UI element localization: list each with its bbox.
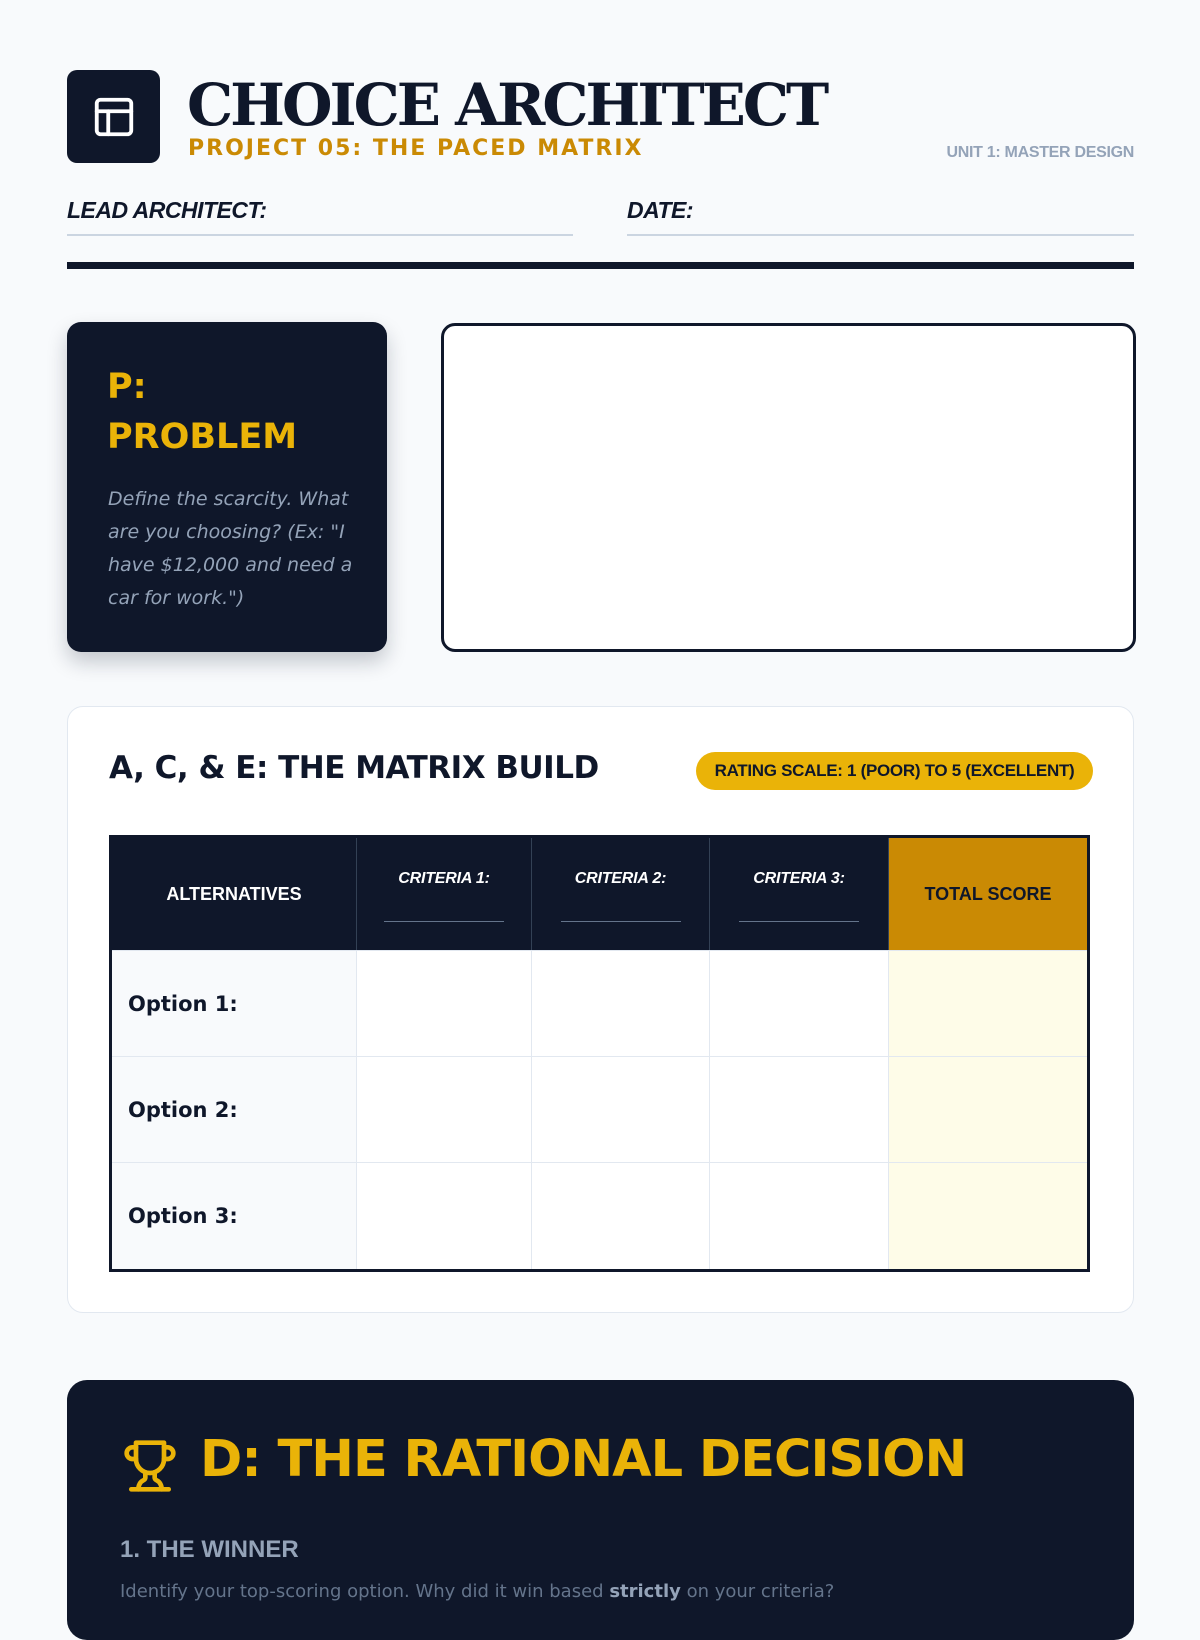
decision-matrix-table [109, 835, 1090, 1272]
criteria-2-input-line[interactable] [561, 921, 681, 922]
trophy-icon [122, 1438, 178, 1494]
winner-prompt-emphasis: strictly [609, 1581, 681, 1602]
lead-architect-label: LEAD ARCHITECT: [67, 197, 267, 223]
criteria-1-label: CRITERIA 1: [398, 870, 490, 887]
option-3-total-cell[interactable] [889, 1162, 1087, 1269]
option-3-label: Option 3: [112, 1162, 357, 1269]
date-field[interactable] [627, 190, 1134, 236]
header-divider [67, 262, 1134, 269]
header-criteria-1 [357, 838, 532, 950]
problem-title: P: PROBLEM [107, 367, 298, 457]
lead-architect-field[interactable] [67, 190, 573, 236]
matrix-title: A, C, & E: THE MATRIX BUILD [109, 750, 599, 786]
page-title: CHOICE ARCHITECT [187, 71, 827, 139]
problem-answer-box[interactable] [441, 323, 1136, 652]
logo [67, 70, 160, 163]
criteria-1-input-line[interactable] [384, 921, 504, 922]
option-1-label: Option 1: [112, 950, 357, 1056]
option-1-total-cell[interactable] [889, 950, 1087, 1056]
winner-prompt [120, 1581, 834, 1602]
option-2-label: Option 2: [112, 1056, 357, 1162]
winner-prompt-start: Identify your top-scoring option. Why did it win based [120, 1581, 610, 1602]
option-2-criteria-3-cell[interactable] [710, 1056, 889, 1162]
option-1-criteria-2-cell[interactable] [532, 950, 710, 1056]
criteria-3-label: CRITERIA 3: [753, 870, 845, 887]
option-2-criteria-2-cell[interactable] [532, 1056, 710, 1162]
date-label: DATE: [627, 197, 694, 223]
header [67, 70, 1134, 170]
rating-scale-badge: RATING SCALE: 1 (POOR) TO 5 (EXCELLENT) [696, 752, 1093, 790]
header-criteria-3 [710, 838, 889, 950]
header-criteria-2 [532, 838, 710, 950]
option-3-criteria-3-cell[interactable] [710, 1162, 889, 1269]
winner-label: 1. THE WINNER [120, 1536, 299, 1563]
option-3-criteria-2-cell[interactable] [532, 1162, 710, 1269]
criteria-2-label: CRITERIA 2: [574, 870, 667, 887]
decision-title: D: THE RATIONAL DECISION [200, 1430, 967, 1489]
option-2-total-cell[interactable] [889, 1056, 1087, 1162]
option-2-criteria-1-cell[interactable] [357, 1056, 532, 1162]
criteria-3-input-line[interactable] [739, 921, 859, 922]
header-alternatives: ALTERNATIVES [112, 838, 357, 950]
header-total-score: TOTAL SCORE [889, 838, 1087, 950]
unit-label: UNIT 1: MASTER DESIGN [946, 144, 1134, 161]
problem-description: Define the scarcity. What are you choosing? (Ex: "I have $12,000 and need a car for work.") [108, 488, 353, 609]
problem-card [67, 322, 387, 652]
matrix-section [67, 706, 1134, 1313]
project-subtitle: PROJECT 05: THE PACED MATRIX [188, 136, 644, 161]
decision-section [67, 1380, 1134, 1640]
winner-prompt-end: on your criteria? [680, 1581, 835, 1602]
layout-template-icon [91, 94, 137, 140]
option-1-criteria-1-cell[interactable] [357, 950, 532, 1056]
option-3-criteria-1-cell[interactable] [357, 1162, 532, 1269]
option-1-criteria-3-cell[interactable] [710, 950, 889, 1056]
